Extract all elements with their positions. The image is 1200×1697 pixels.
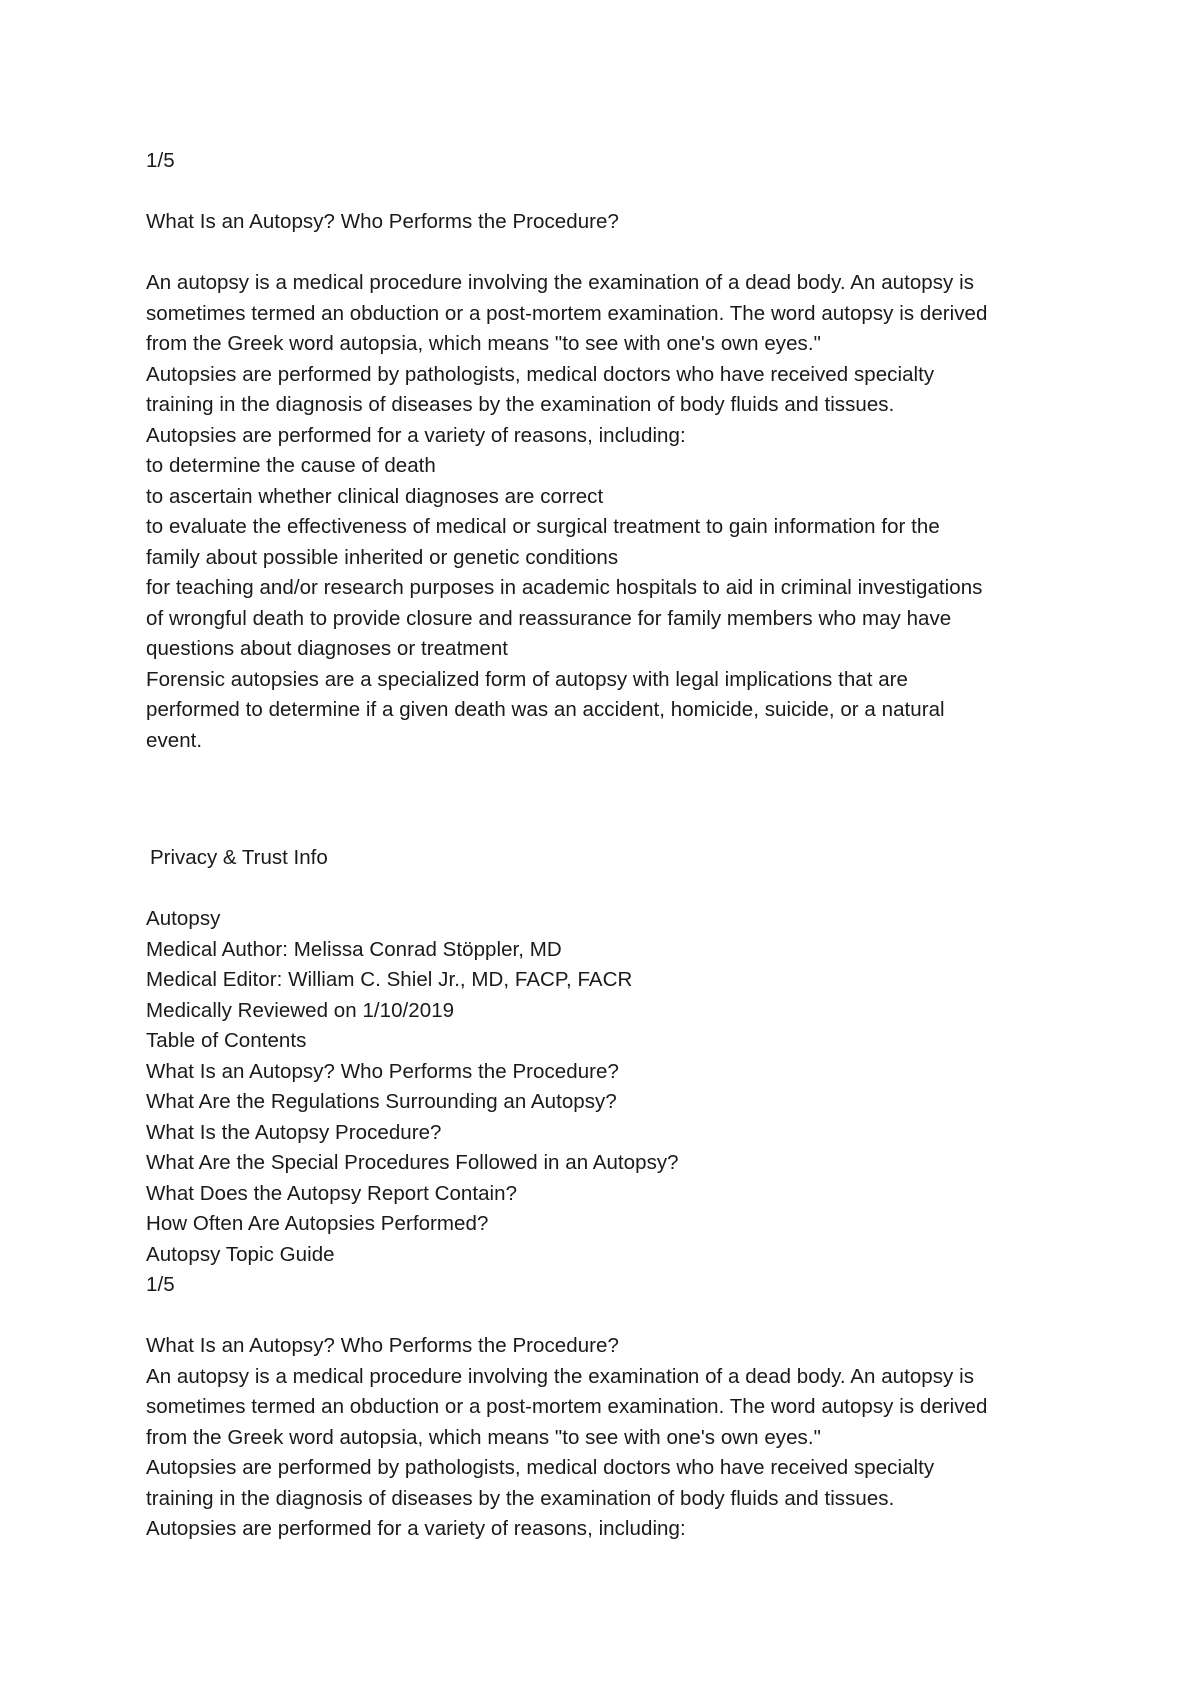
paragraph-line: An autopsy is a medical procedure involving the examination of a dead body. An autopsy is (146, 1364, 974, 1388)
toc-item[interactable]: Autopsy Topic Guide (146, 1242, 335, 1266)
paragraph-line: performed to determine if a given death was an accident, homicide, suicide, or a natural (146, 698, 945, 721)
paragraph-line: An autopsy is a medical procedure involving the examination of a dead body. An autopsy is (146, 271, 974, 294)
toc-item[interactable]: What Is an Autopsy? Who Performs the Procedure? (146, 1059, 619, 1083)
paragraph-line: Autopsies are performed for a variety of reasons, including: (146, 423, 686, 447)
paragraph-line: sometimes termed an obduction or a post-mortem examination. The word autopsy is derived (146, 301, 988, 325)
page-indicator: 1/5 (146, 149, 175, 172)
review-date: Medically Reviewed on 1/10/2019 (146, 998, 455, 1022)
medical-editor: Medical Editor: William C. Shiel Jr., MD, FACP, FACR (146, 968, 633, 991)
toc-item[interactable]: What Are the Regulations Surrounding an Autopsy? (146, 1090, 617, 1113)
paragraph-line: sometimes termed an obduction or a post-mortem examination. The word autopsy is derived (146, 1395, 988, 1418)
spacer (146, 1301, 1076, 1332)
paragraph-line: family about possible inherited or genetic conditions (146, 545, 619, 569)
article-title: Autopsy (146, 907, 221, 930)
section-heading: What Is an Autopsy? Who Performs the Procedure? (146, 1334, 619, 1357)
paragraph-line: to determine the cause of death (146, 454, 436, 477)
toc-item[interactable]: What Are the Special Procedures Followed in an Autopsy? (146, 1151, 679, 1174)
paragraph-line: for teaching and/or research purposes in academic hospitals to aid in criminal investigations (146, 576, 983, 599)
spacer (146, 238, 1076, 269)
paragraph-line: event. (146, 728, 203, 752)
paragraph-line: Autopsies are performed by pathologists, medical doctors who have received specialty (146, 362, 935, 386)
paragraph-line: to ascertain whether clinical diagnoses are correct (146, 484, 604, 508)
paragraph-line: questions about diagnoses or treatment (146, 637, 509, 660)
toc-item[interactable]: What Is the Autopsy Procedure? (146, 1120, 442, 1144)
medical-author: Medical Author: Melissa Conrad Stöppler, MD (146, 937, 562, 961)
paragraph-line: from the Greek word autopsia, which means "to see with one's own eyes." (146, 332, 821, 355)
paragraph-line: Forensic autopsies are a specialized form of autopsy with legal implications that are (146, 667, 908, 691)
toc-label: Table of Contents (146, 1029, 307, 1052)
paragraph-line: training in the diagnosis of diseases by the examination of body fluids and tissues. (146, 393, 895, 416)
section-heading: What Is an Autopsy? Who Performs the Procedure? (146, 210, 619, 233)
paragraph-line: to evaluate the effectiveness of medical or surgical treatment to gain information for the (146, 515, 940, 538)
toc-item[interactable]: What Does the Autopsy Report Contain? (146, 1181, 518, 1205)
paragraph-line: of wrongful death to provide closure and reassurance for family members who may have (146, 606, 952, 630)
spacer (146, 177, 1076, 208)
paragraph-line: Autopsies are performed for a variety of reasons, including: (146, 1517, 686, 1540)
toc-item[interactable]: How Often Are Autopsies Performed? (146, 1212, 489, 1235)
paragraph-line: training in the diagnosis of diseases by the examination of body fluids and tissues. (146, 1486, 895, 1510)
paragraph-line: Autopsies are performed by pathologists, medical doctors who have received specialty (146, 1456, 935, 1479)
paragraph-line: from the Greek word autopsia, which means "to see with one's own eyes." (146, 1425, 821, 1449)
privacy-trust-link[interactable]: Privacy & Trust Info (150, 846, 328, 869)
top-section (146, 146, 1076, 756)
article-meta-section (146, 904, 1076, 1545)
page-indicator: 1/5 (146, 1273, 175, 1296)
